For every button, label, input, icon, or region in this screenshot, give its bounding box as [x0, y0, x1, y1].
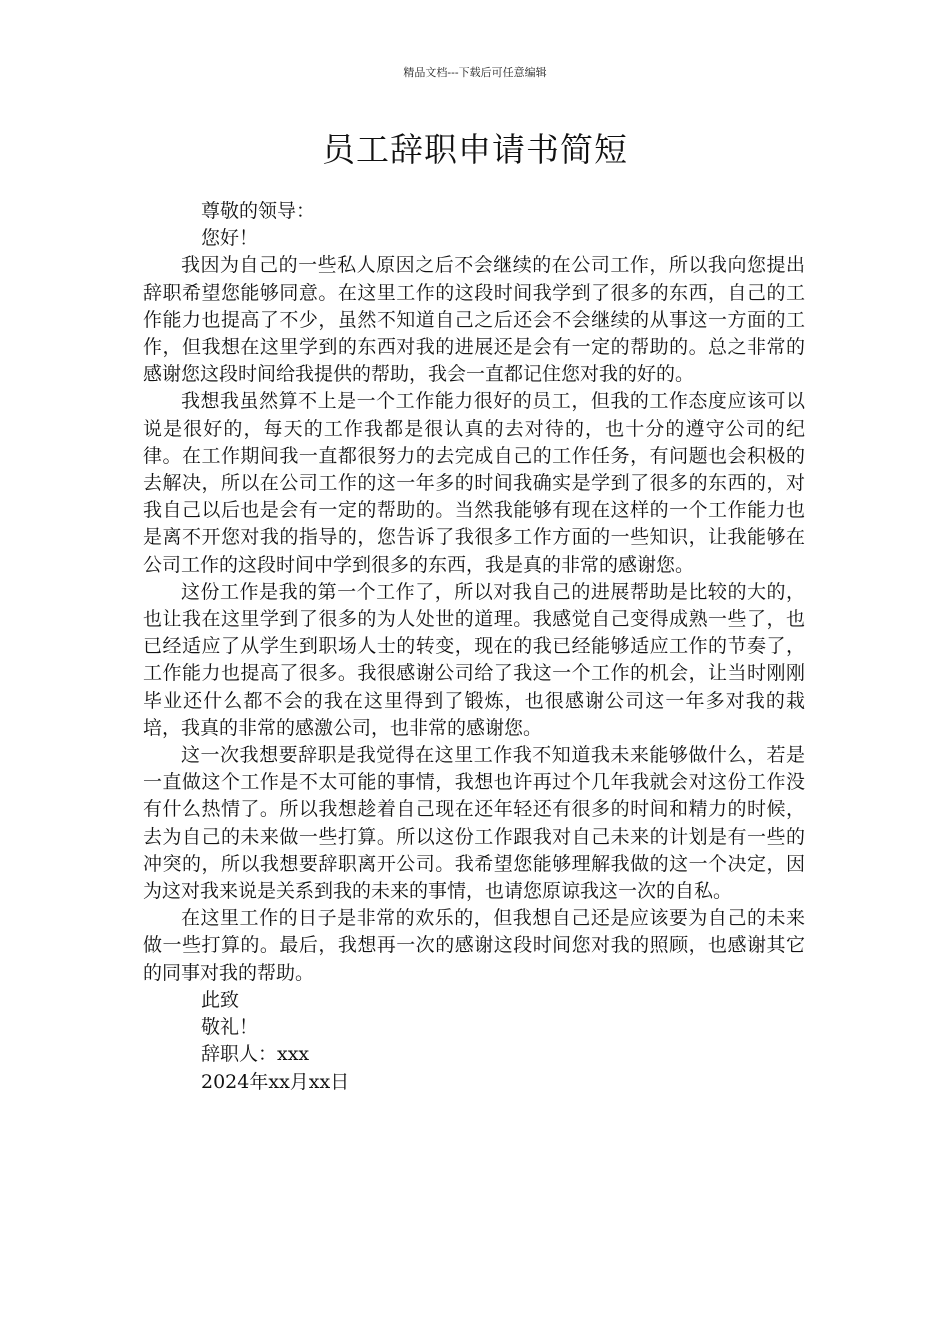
paragraph: 在这里工作的日子是非常的欢乐的，但我想自己还是应该要为自己的未来做一些打算的。最后，我想再一次的感谢这段时间您对我的照顾，也感谢其它的同事对我的帮助。 [143, 907, 805, 984]
greeting: 您好！ [201, 227, 259, 250]
document-title: 员工辞职申请书简短 [322, 130, 628, 169]
paragraph: 这一次我想要辞职是我觉得在这里工作我不知道我未来能够做什么，若是一直做这个工作是不太可能的事情，我想也许再过个几年我就会对这份工作没有什么热情了。所以我想趁着自己现在还年轻还有很多的时间和精力的时候，去为自己的未来做一些打算。所以这份工作跟我对自己未来的计划是有一些的冲突的，所以我想要辞职离开公司。我希望您能够理解我做的这一个决定，因为这对我来说是关系到我的未来的事情，也请您原谅我这一次的自私。 [143, 744, 805, 903]
paragraph: 我因为自己的一些私人原因之后不会继续的在公司工作，所以我向您提出辞职希望您能够同意。在这里工作的这段时间我学到了很多的东西，自己的工作能力也提高了不少，虽然不知道自己之后还会不会继续的从事这一方面的工作，但我想在这里学到的东西对我的进展还是会有一定的帮助的。总之非常的感谢您这段时间给我提供的帮助，我会一直都记住您对我的好的。 [143, 254, 805, 386]
letter-body [143, 198, 805, 1096]
header-note: 精品文档---下载后可任意编辑 [403, 66, 547, 79]
signature: 辞职人：xxx [201, 1043, 310, 1066]
paragraph: 这份工作是我的第一个工作了，所以对我自己的进展帮助是比较的大的，也让我在这里学到了很多的为人处世的道理。我感觉自己变得成熟一些了，也已经适应了从学生到职场人士的转变，现在的我已经能够适应工作的节奏了，工作能力也提高了很多。我很感谢公司给了我这一个工作的机会，让当时刚刚毕业还什么都不会的我在这里得到了锻炼，也很感谢公司这一年多对我的栽培，我真的非常的感激公司，也非常的感谢您。 [143, 580, 805, 739]
salutation: 尊敬的领导： [201, 200, 316, 222]
paragraph: 我想我虽然算不上是一个工作能力很好的员工，但我的工作态度应该可以说是很好的，每天的工作我都是很认真的去对待的，也十分的遵守公司的纪律。在工作期间我一直都很努力的去完成自己的工作任务，有问题也会积极的去解决，所以在公司工作的这一年多的时间我确实是学到了很多的东西的，对我自己以后也是会有一定的帮助的。当然我能够有现在这样的一个工作能力也是离不开您对我的指导的，您告诉了我很多工作方面的一些知识，让我能够在公司工作的这段时间中学到很多的东西，我是真的非常的感谢您。 [143, 390, 805, 576]
date: 2024年xx月xx日 [201, 1070, 350, 1093]
regards: 敬礼！ [201, 1016, 259, 1039]
closing: 此致 [201, 988, 240, 1011]
